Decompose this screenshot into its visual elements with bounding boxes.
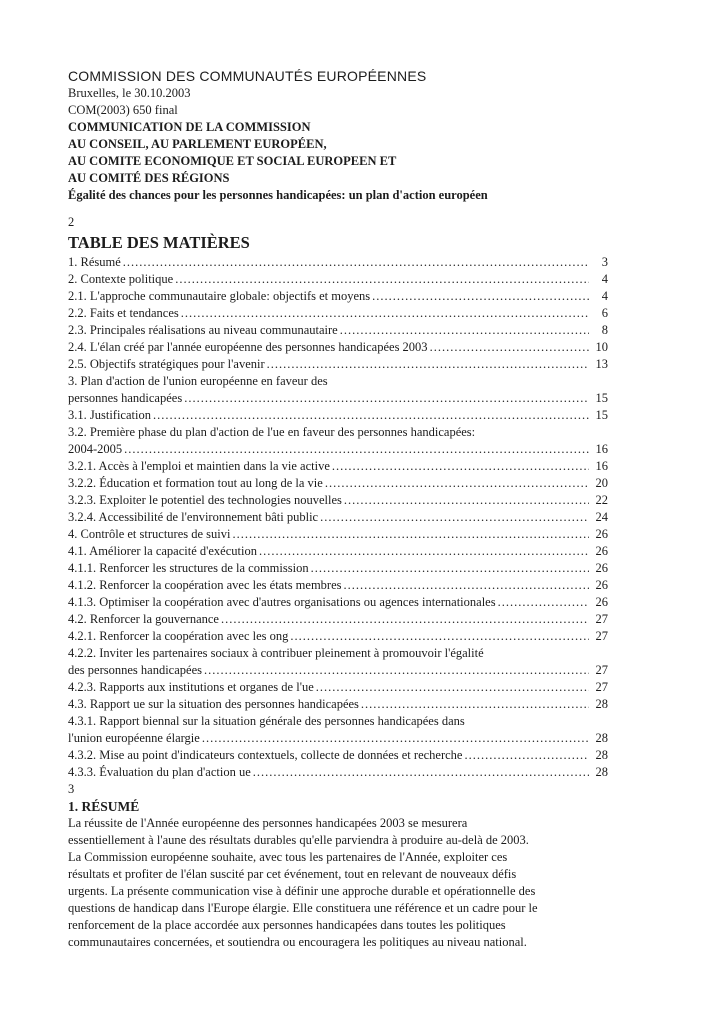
resume-text-line: La réussite de l'Année européenne des personnes handicapées 2003 se mesurera — [68, 816, 468, 830]
resume-text-line: La Commission européenne souhaite, avec tous les partenaires de l'Année, exploiter ces — [68, 850, 508, 864]
toc-page-number: 27 — [595, 663, 608, 677]
toc-heading: TABLE DES MATIÈRES — [68, 233, 250, 252]
toc-line — [68, 645, 608, 662]
toc-page-number: 22 — [595, 493, 608, 507]
toc-dot-leader — [153, 407, 589, 424]
toc-page-number: 15 — [595, 391, 608, 405]
toc-line — [68, 288, 608, 305]
toc-entry-label: 4.2.3. Rapports aux institutions et organes de l'ue — [68, 680, 314, 694]
toc-entry-label: 4.2.1. Renforcer la coopération avec les ong — [68, 629, 289, 643]
toc-dot-leader — [123, 254, 589, 271]
toc-dot-leader — [361, 696, 589, 713]
toc-page-number: 4 — [601, 289, 608, 303]
toc-dot-leader — [175, 271, 589, 288]
institution-name: COMMISSION DES COMMUNAUTÉS EUROPÉENNES — [68, 68, 427, 84]
resume-paragraph — [68, 815, 608, 951]
toc-page-number: 20 — [595, 476, 608, 490]
toc-dot-leader — [202, 730, 589, 747]
toc-page-number: 4 — [601, 272, 608, 286]
toc-dot-leader — [316, 679, 589, 696]
toc-line — [68, 764, 608, 781]
toc-dot-leader — [232, 526, 589, 543]
toc-line — [68, 628, 608, 645]
toc-page-number: 28 — [595, 748, 608, 762]
toc-line — [68, 543, 608, 560]
toc-entry-label: 2.2. Faits et tendances — [68, 306, 179, 320]
resume-text-line: résultats et profiter de l'élan suscité par cet événement, tout en relevant de nouveaux défis — [68, 867, 517, 881]
toc-line — [68, 509, 608, 526]
toc-list — [68, 254, 608, 781]
toc-line — [68, 679, 608, 696]
toc-line — [68, 594, 608, 611]
toc-entry-label: 4.3.2. Mise au point d'indicateurs contextuels, collecte de données et recherche — [68, 748, 463, 762]
toc-line — [68, 271, 608, 288]
toc-entry-label: 4.3. Rapport ue sur la situation des personnes handicapées — [68, 697, 359, 711]
toc-dot-leader — [498, 594, 589, 611]
toc-dot-leader — [325, 475, 589, 492]
toc-line — [68, 305, 608, 322]
toc-line — [68, 577, 608, 594]
resume-heading: 1. RÉSUMÉ — [68, 799, 140, 814]
toc-entry-label: 4.3.3. Évaluation du plan d'action ue — [68, 765, 251, 779]
communication-title-line: AU COMITE ECONOMIQUE ET SOCIAL EUROPEEN ET — [68, 154, 397, 168]
toc-entry-label: 2. Contexte politique — [68, 272, 174, 286]
toc-entry-label: 2.3. Principales réalisations au niveau communautaire — [68, 323, 338, 337]
toc-entry-label: 2004-2005 — [68, 442, 123, 456]
toc-line — [68, 373, 608, 390]
toc-page-number: 26 — [595, 544, 608, 558]
document-reference: COM(2003) 650 final — [68, 103, 178, 117]
toc-page-number: 24 — [595, 510, 608, 524]
toc-dot-leader — [430, 339, 589, 356]
toc-entry-label: 4.2. Renforcer la gouvernance — [68, 612, 219, 626]
toc-page-number: 27 — [595, 629, 608, 643]
toc-dot-leader — [181, 305, 589, 322]
toc-entry-label: 4.1.3. Optimiser la coopération avec d'autres organisations ou agences internationales — [68, 595, 496, 609]
toc-page-number: 16 — [595, 442, 608, 456]
toc-page-number: 28 — [595, 697, 608, 711]
toc-dot-leader — [320, 509, 589, 526]
toc-dot-leader — [340, 322, 589, 339]
toc-dot-leader — [204, 662, 589, 679]
resume-text-line: essentiellement à l'aune des résultats durables qu'elle parviendra à produire au-delà de 2003. — [68, 833, 529, 847]
communication-title-line: AU CONSEIL, AU PARLEMENT EUROPÉEN, — [68, 137, 327, 151]
toc-page-number: 27 — [595, 612, 608, 626]
toc-dot-leader — [372, 288, 589, 305]
toc-dot-leader — [344, 492, 589, 509]
toc-entry-label: personnes handicapées — [68, 391, 183, 405]
toc-page-number: 13 — [595, 357, 608, 371]
toc-line — [68, 475, 608, 492]
toc-page-number: 26 — [595, 527, 608, 541]
toc-line — [68, 713, 608, 730]
communication-title-line: AU COMITÉ DES RÉGIONS — [68, 171, 230, 185]
toc-dot-leader — [221, 611, 589, 628]
toc-dot-leader — [124, 441, 589, 458]
toc-page-number: 28 — [595, 765, 608, 779]
toc-line — [68, 747, 608, 764]
toc-entry-label: 2.1. L'approche communautaire globale: objectifs et moyens — [68, 289, 371, 303]
toc-line — [68, 390, 608, 407]
document-content — [68, 68, 608, 951]
toc-dot-leader — [259, 543, 589, 560]
toc-entry-label: 3. Plan d'action de l'union européenne en faveur des — [68, 374, 328, 388]
toc-entry-label: 3.2.1. Accès à l'emploi et maintien dans la vie active — [68, 459, 330, 473]
toc-entry-label: 4.1.1. Renforcer les structures de la commission — [68, 561, 309, 575]
toc-entry-label: 3.2. Première phase du plan d'action de l'ue en faveur des personnes handicapées: — [68, 425, 476, 439]
resume-text-line: urgents. La présente communication vise à définir une approche durable et opérationnelle des — [68, 884, 536, 898]
toc-page-number: 27 — [595, 680, 608, 694]
toc-page-number: 28 — [595, 731, 608, 745]
toc-entry-label: 2.4. L'élan créé par l'année européenne des personnes handicapées 2003 — [68, 340, 428, 354]
toc-line — [68, 662, 608, 679]
toc-line — [68, 441, 608, 458]
place-date: Bruxelles, le 30.10.2003 — [68, 86, 191, 100]
toc-line — [68, 560, 608, 577]
toc-page-number: 16 — [595, 459, 608, 473]
table-of-contents — [68, 231, 608, 781]
toc-entry-label: 4.1.2. Renforcer la coopération avec les états membres — [68, 578, 342, 592]
toc-line — [68, 407, 608, 424]
toc-page-number: 6 — [601, 306, 608, 320]
toc-page-number: 15 — [595, 408, 608, 422]
toc-line — [68, 356, 608, 373]
toc-entry-label: 4.3.1. Rapport biennal sur la situation générale des personnes handicapées dans — [68, 714, 465, 728]
toc-dot-leader — [311, 560, 589, 577]
toc-line — [68, 339, 608, 356]
toc-entry-label: 4.2.2. Inviter les partenaires sociaux à contribuer pleinement à promouvoir l'égalité — [68, 646, 484, 660]
document-subject: Égalité des chances pour les personnes handicapées: un plan d'action européen — [68, 188, 488, 202]
toc-entry-label: des personnes handicapées — [68, 663, 202, 677]
toc-entry-label: 2.5. Objectifs stratégiques pour l'avenir — [68, 357, 265, 371]
toc-line — [68, 458, 608, 475]
toc-page-number: 26 — [595, 595, 608, 609]
toc-page-number: 10 — [595, 340, 608, 354]
toc-dot-leader — [253, 764, 589, 781]
toc-page-number: 8 — [601, 323, 608, 337]
toc-dot-leader — [344, 577, 590, 594]
toc-dot-leader — [332, 458, 589, 475]
toc-dot-leader — [184, 390, 589, 407]
toc-line — [68, 424, 608, 441]
resume-text-line: questions de handicap dans l'Europe élargie. Elle constituera une référence et un cadre pour le — [68, 901, 538, 915]
page-number-marker-3: 3 — [68, 782, 75, 796]
toc-page-number: 3 — [601, 255, 608, 269]
toc-entry-label: 3.2.3. Exploiter le potentiel des technologies nouvelles — [68, 493, 342, 507]
page-number-marker-2: 2 — [68, 215, 75, 229]
toc-line — [68, 696, 608, 713]
toc-entry-label: 3.1. Justification — [68, 408, 151, 422]
toc-dot-leader — [290, 628, 589, 645]
toc-entry-label: 3.2.4. Accessibilité de l'environnement bâti public — [68, 510, 319, 524]
resume-text-line: communautaires concernées, et soutiendra ou encouragera les politiques au niveau national. — [68, 935, 527, 949]
document-header — [68, 68, 608, 204]
toc-line — [68, 492, 608, 509]
resume-section — [68, 798, 608, 951]
toc-line — [68, 526, 608, 543]
toc-page-number: 26 — [595, 561, 608, 575]
toc-entry-label: 4. Contrôle et structures de suivi — [68, 527, 231, 541]
toc-entry-label: 1. Résumé — [68, 255, 121, 269]
resume-text-line: renforcement de la place accordée aux personnes handicapées dans toutes les politiques — [68, 918, 506, 932]
communication-title-line: COMMUNICATION DE LA COMMISSION — [68, 120, 311, 134]
toc-line — [68, 322, 608, 339]
toc-entry-label: l'union européenne élargie — [68, 731, 200, 745]
toc-entry-label: 3.2.2. Éducation et formation tout au long de la vie — [68, 476, 323, 490]
toc-page-number: 26 — [595, 578, 608, 592]
toc-line — [68, 730, 608, 747]
toc-line — [68, 611, 608, 628]
toc-entry-label: 4.1. Améliorer la capacité d'exécution — [68, 544, 257, 558]
toc-line — [68, 254, 608, 271]
toc-dot-leader — [464, 747, 589, 764]
toc-dot-leader — [267, 356, 589, 373]
